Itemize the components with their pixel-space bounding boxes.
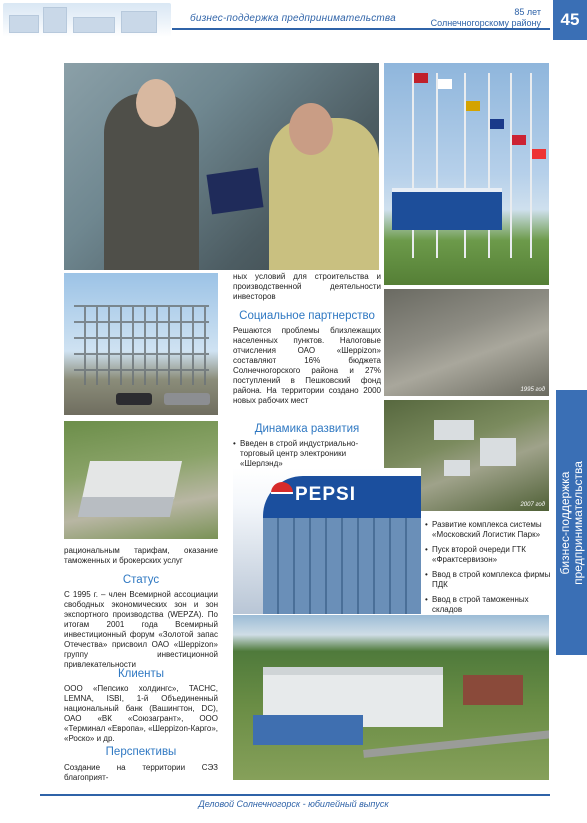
list-item: • Ввод в строй комплекса фирмы ПДК	[425, 570, 551, 590]
photo-aerial-1995	[384, 289, 549, 396]
photo-caption-1995: 1995 год	[520, 387, 545, 393]
list-item: • Введен в строй индустриально-торговый центр электроники «Шерлэнд»	[233, 439, 381, 469]
footer-text: Деловой Солнечногорск - юбилейный выпуск	[198, 799, 389, 809]
photo-pepsi-building	[233, 468, 421, 614]
footer-rule	[40, 794, 550, 796]
mid-intro: ных условий для строительства и производственной деятельности инвесторов	[233, 272, 381, 301]
side-tab-line2: предпринимательства	[570, 460, 585, 585]
photo-caption-2007: 2007 год	[520, 502, 545, 508]
heading-perspectives: Перспективы	[105, 746, 177, 758]
side-section-tab	[556, 390, 587, 655]
clients-text: ООО «Пепсико холдингс», TACHC, LEMNA, ISBI, 1-й Объединенный национальный банк (Вашингтон, DC), ОАО «ВК «Союзагрант», ООО «Терминал «Европа», «Шеррizon-Карго», «Роско» и др.	[64, 684, 219, 743]
side-tab-line1: бизнес-поддержка	[557, 471, 572, 574]
status-text: С 1995 г. – член Всемирной ассоциации свободных экономических зон и зон экспортного производства (WEPZA). По итогам 2001 года Всемирный инвестиционный форум «Золотой запас Отечества» присвоил ОАО «Шеррizon» группу инвестиционной привлекательности	[64, 590, 218, 669]
side-tab-label	[559, 461, 585, 585]
list-item: • Пуск второй очереди ГТК «Фрактсервизон»	[425, 545, 551, 565]
pepsi-sign: PEPSI	[295, 484, 356, 505]
header-skyline-image	[3, 3, 171, 37]
anniversary-years: 85 лет	[514, 7, 541, 17]
heading-dynamics: Динамика развития	[254, 423, 360, 435]
right-bullet-list	[425, 520, 551, 620]
left-intro: рациональным тарифам, оказание таможенных и брокерских услуг	[64, 546, 218, 565]
photo-award-ceremony	[64, 63, 379, 270]
photo-construction-site	[64, 273, 218, 415]
heading-clients: Клиенты	[117, 668, 165, 680]
list-item: • Развитие комплекса системы «Московский Логистик Парк»	[425, 520, 551, 540]
section-title: бизнес-поддержка предпринимательства	[190, 13, 396, 24]
perspectives-text: Создание на территории СЭЗ благоприят-	[64, 763, 218, 782]
page-number: 45	[553, 0, 587, 40]
header	[0, 0, 587, 44]
photo-flags-building	[384, 63, 549, 285]
anniversary-region: Солнечногорскому району	[430, 18, 541, 28]
photo-logistics-park	[233, 615, 549, 780]
photo-warehouse	[64, 421, 218, 539]
dynamics-list	[233, 439, 381, 474]
pepsi-globe-icon	[271, 482, 293, 504]
heading-social-partnership: Социальное партнерство	[239, 310, 375, 322]
anniversary-label	[431, 7, 541, 29]
social-partnership-text: Решаются проблемы близлежащих населенных пунктов. Налоговые отчисления ОАО «Шеррizon» составляют 16% бюджета Солнечногорского района и 27% поступлений в Пешковский фонд района. На территории создано 2000 новых рабочих мест	[233, 326, 381, 405]
heading-status: Статус	[122, 574, 160, 586]
list-item: • Ввод в строй таможенных складов	[425, 595, 551, 615]
